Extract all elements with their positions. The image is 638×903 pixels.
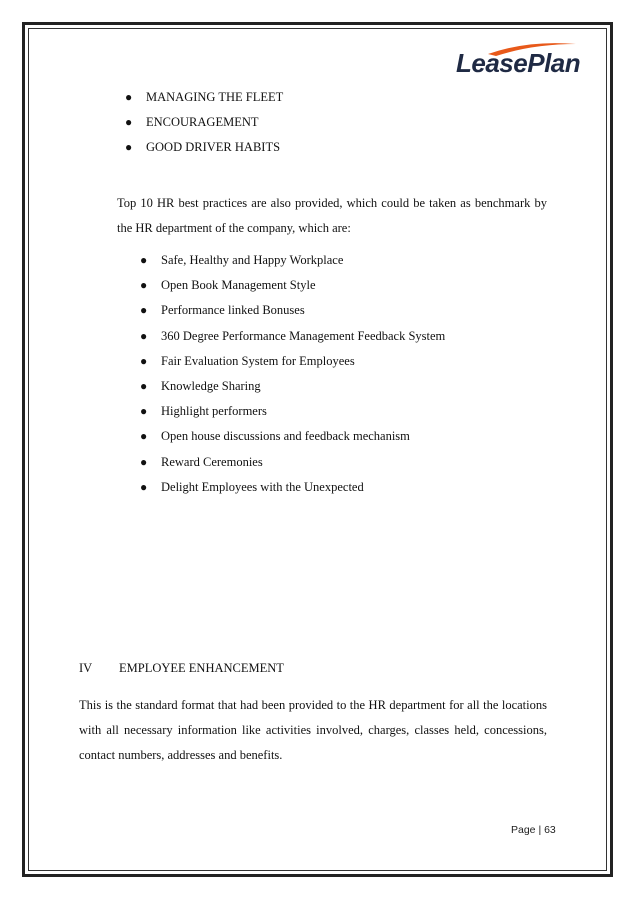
bullet-icon: ● <box>140 378 148 393</box>
bullet-icon: ● <box>125 140 133 155</box>
bullet-icon: ● <box>140 303 148 318</box>
bullet-icon: ● <box>140 454 148 469</box>
page-number: Page | 63 <box>511 824 556 836</box>
bullet-icon: ● <box>140 278 148 293</box>
intro-paragraph: Top 10 HR best practices are also provided, which could be taken as benchmark by the HR department of the company, which are: <box>117 196 547 235</box>
bullet-icon: ● <box>140 404 148 419</box>
bullet-icon: ● <box>125 115 133 130</box>
bullet-icon: ● <box>140 429 148 444</box>
section-body: This is the standard format that had been provided to the HR department for all the locations with all necessary information like activities involved, charges, classes held, concessions, contact numbers, addresses and benefits. <box>79 698 547 762</box>
bullet-icon: ● <box>125 90 133 104</box>
bullet-icon: ● <box>140 328 148 343</box>
logo-text: LeasePlan <box>456 48 581 78</box>
leaseplan-logo <box>448 38 581 86</box>
section-number: IV <box>79 661 93 675</box>
bullet-icon: ● <box>140 479 148 494</box>
bullet-icon: ● <box>140 253 148 267</box>
bullet-icon: ● <box>140 353 148 368</box>
section-title: EMPLOYEE ENHANCEMENT <box>119 661 284 675</box>
